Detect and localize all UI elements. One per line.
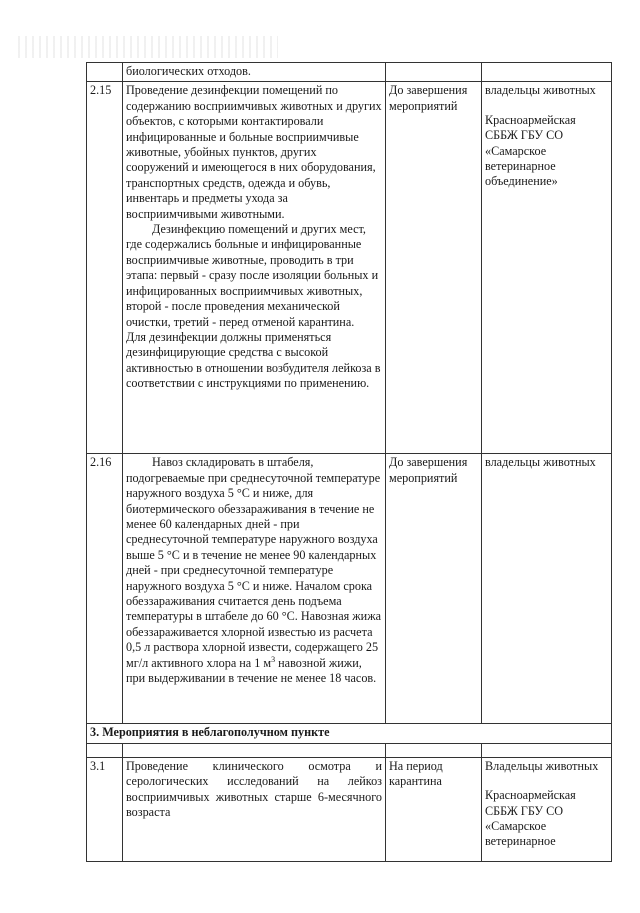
measure-text: навозной жижи, при выдерживании в течение не менее 18 часов. bbox=[126, 655, 377, 686]
section-title: 3. Мероприятия в неблагополучном пункте bbox=[87, 724, 612, 743]
superscript: 3 bbox=[271, 654, 276, 664]
section-row bbox=[87, 724, 612, 743]
measure-text: биологических отходов. bbox=[126, 64, 251, 78]
responsible-agency: Красноармейская СББЖ ГБУ СО «Самарское ветеринарное bbox=[485, 788, 576, 849]
spacer-row bbox=[87, 743, 612, 757]
responsible-cell bbox=[482, 757, 612, 861]
term-cell: До завершения мероприятий bbox=[386, 454, 482, 724]
table-row bbox=[87, 63, 612, 82]
responsible-cell: владельцы животных bbox=[482, 454, 612, 724]
measure-paragraph: Для дезинфекции должны применяться дезинфицирующие средства с высокой активностью в отношении возбудителя лейкоза в соответствии с инструкциями по применению. bbox=[126, 329, 381, 391]
term-cell: До завершения мероприятий bbox=[386, 82, 482, 454]
measure-paragraph: Проведение дезинфекции помещений по содержанию восприимчивых животных и других объектов, с которыми контактировали инфицированные и больные восприимчивые животные, убойных пунктов, других сооружений и имеющегося в них оборудования, транспортных средств, одежда и обувь, инвентарь и предметы ухода за восприимчивыми животными. bbox=[126, 83, 382, 221]
row-number: 3.1 bbox=[87, 757, 123, 861]
responsible-cell bbox=[482, 63, 612, 82]
table-row bbox=[87, 82, 612, 454]
responsible-agency: Красноармейская СББЖ ГБУ СО «Самарское ветеринарное объединение» bbox=[485, 112, 576, 189]
responsible-owners: владельцы животных bbox=[485, 83, 596, 98]
row-number: 2.16 bbox=[87, 454, 123, 724]
row-number: 2.15 bbox=[87, 82, 123, 454]
table-row bbox=[87, 757, 612, 861]
measure-cell bbox=[123, 82, 386, 454]
responsible-cell bbox=[482, 82, 612, 454]
measure-cell: Проведение клинического осмотра и серологических исследований на лейкоз восприимчивых животных старше 6-месячного возраста bbox=[123, 757, 386, 861]
measure-paragraph: Дезинфекцию помещений и других мест, где содержались больные и инфицированные восприимчивые животные, проводить в три этапа: первый - сразу после изоляции больных и инфицированных восприимчивых животных, второй - после проведения механической очистки, третий - перед отменой карантина. bbox=[126, 222, 379, 329]
measure-cell bbox=[123, 454, 386, 724]
measure-paragraph bbox=[126, 455, 382, 686]
num-cell bbox=[87, 63, 123, 82]
term-cell bbox=[386, 63, 482, 82]
table-row bbox=[87, 454, 612, 724]
measures-table bbox=[86, 62, 612, 862]
measure-cell bbox=[123, 63, 386, 82]
scan-noise bbox=[18, 36, 278, 58]
term-cell: На период карантина bbox=[386, 757, 482, 861]
measure-text: Навоз складировать в штабеля, подогреваемые при среднесуточной температуре наружного воздуха 5 °С и ниже, для биотермического обеззараживания в течение не менее 60 календарных дней - при среднесуточной температуре наружного воздуха выше 5 °С и в течение не менее 90 календарных дней - при среднесуточной температуре наружного воздуха 5 °С и ниже. Началом срока обеззараживания считается день подъема температуры в штабеле до 60 °С. Навозная жижа обеззараживается хлорной известью из расчета 0,5 л раствора хлорной извести, содержащего 25 мг/л активного хлора на 1 м bbox=[126, 455, 382, 670]
responsible-owners: Владельцы животных bbox=[485, 758, 599, 773]
